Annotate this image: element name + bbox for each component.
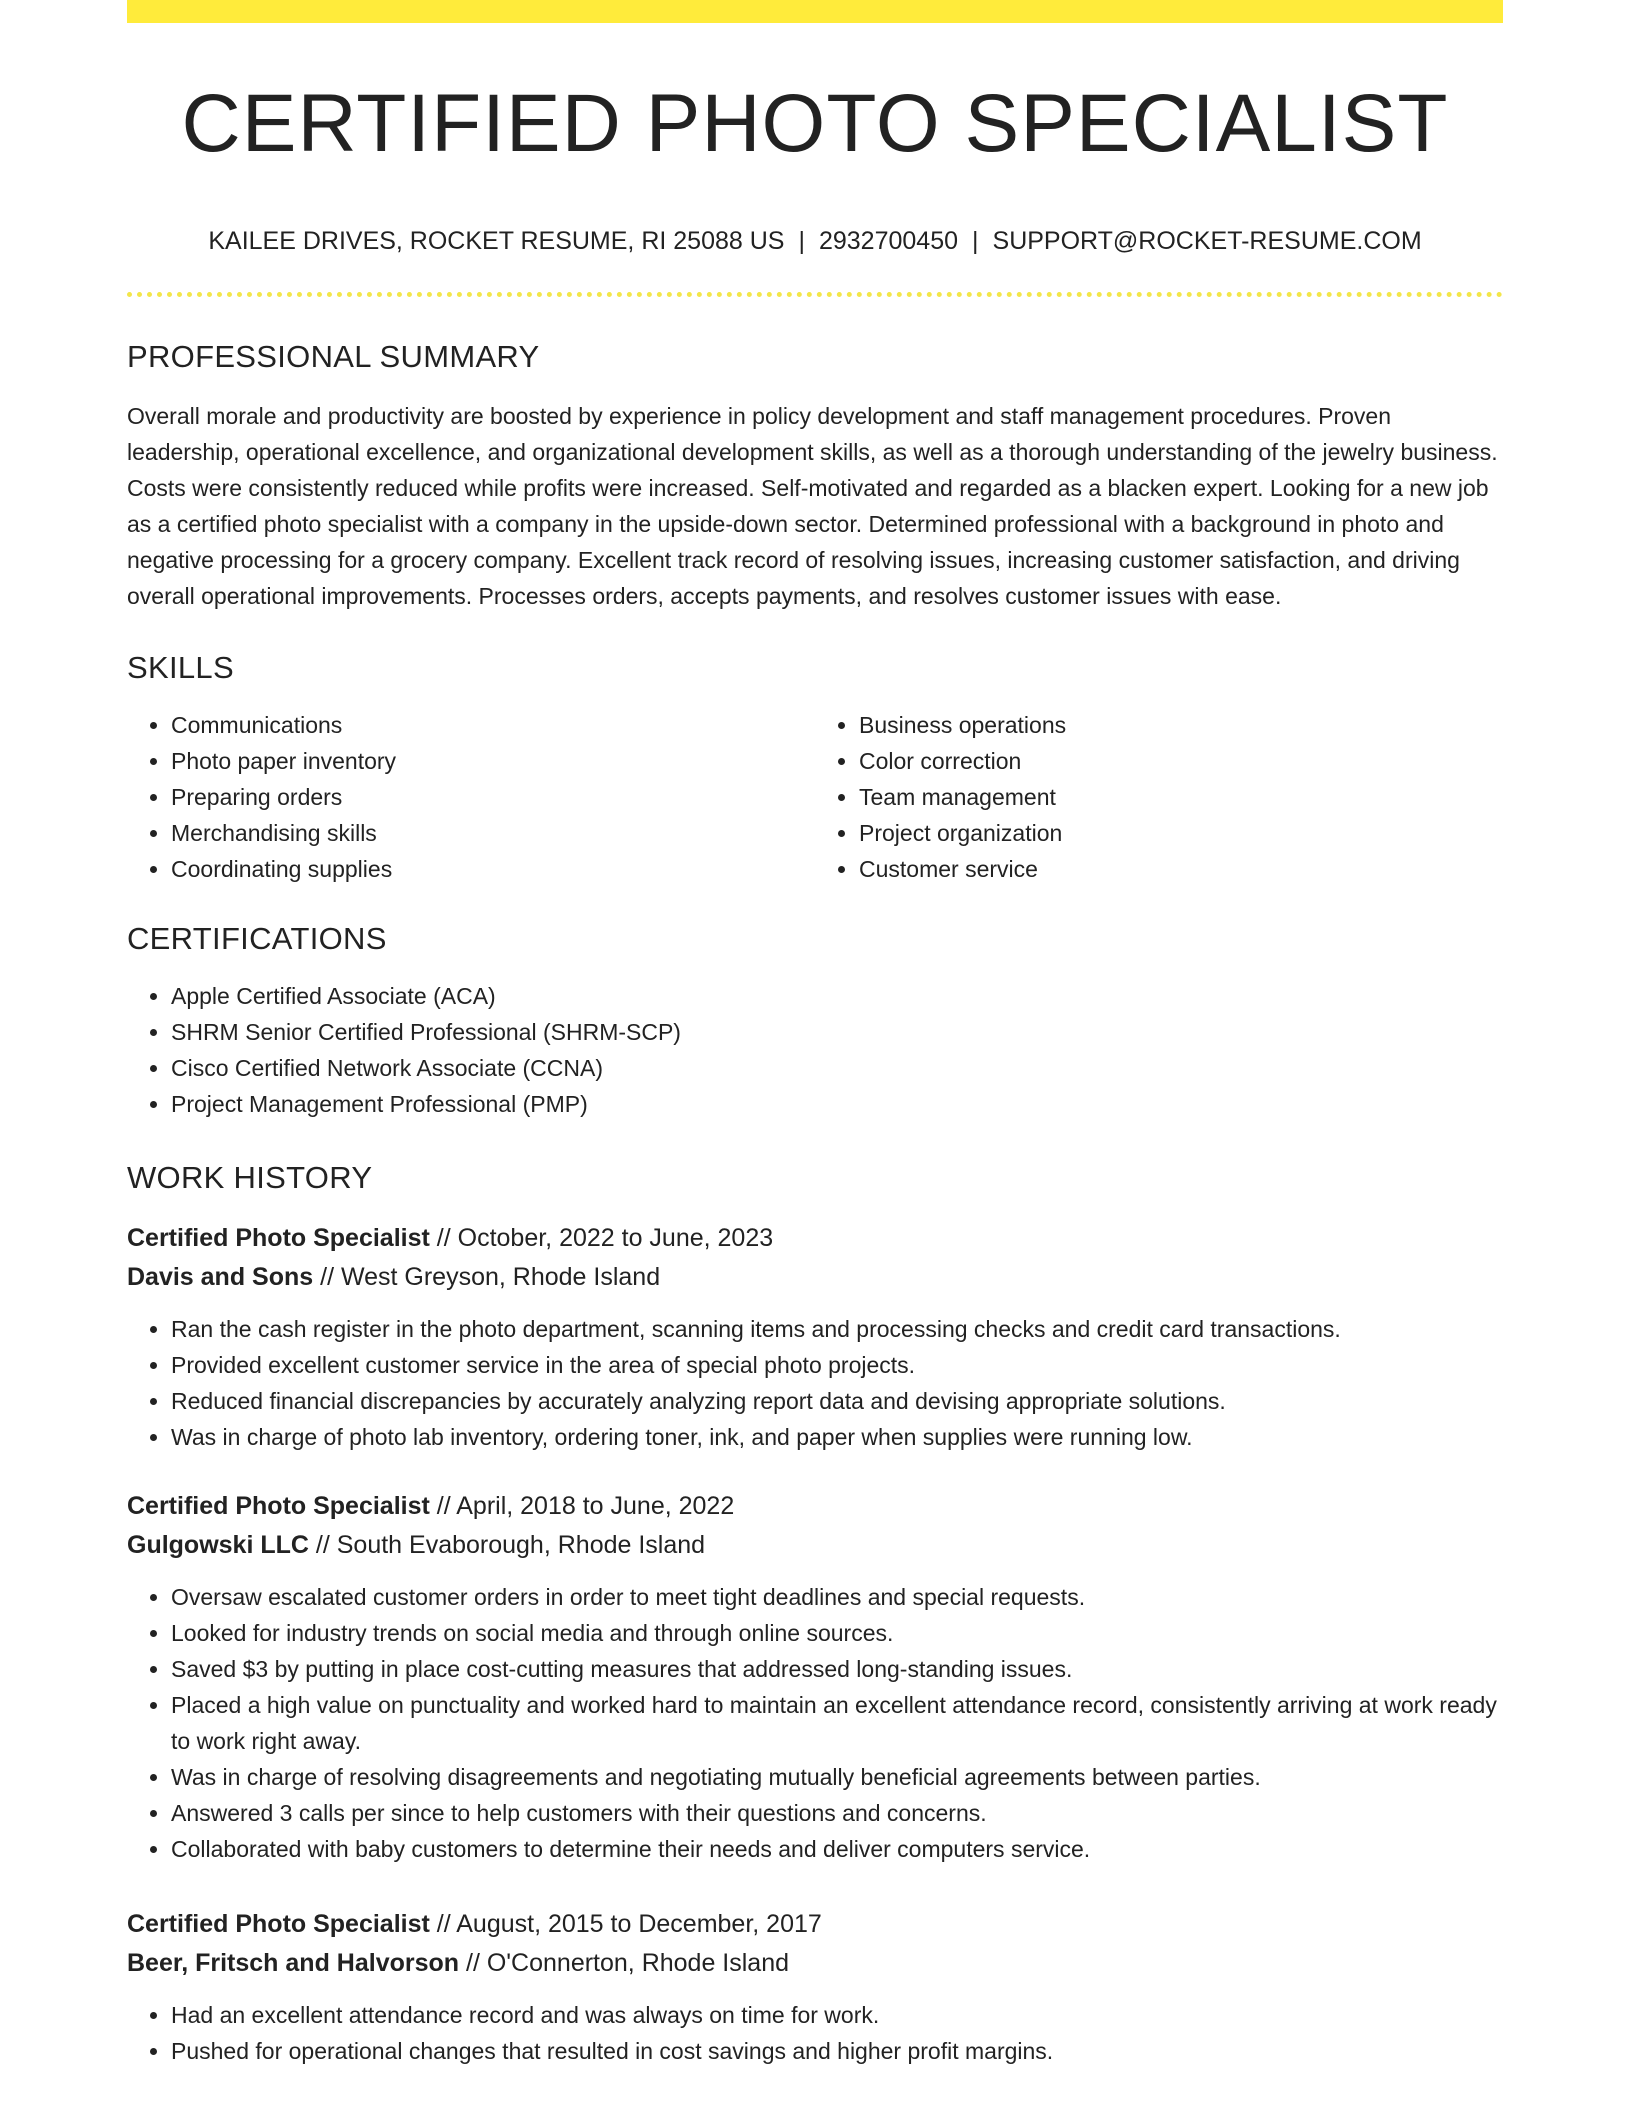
job-title: Certified Photo Specialist	[127, 1492, 430, 1520]
skill-item: • Merchandising skills	[171, 815, 815, 851]
job-bullet: • Oversaw escalated customer orders in order to meet tight deadlines and special requests.	[171, 1579, 1503, 1615]
job-bullet: • Reduced financial discrepancies by accurately analyzing report data and devising appropriate solutions.	[171, 1383, 1503, 1419]
skill-item: • Preparing orders	[171, 779, 815, 815]
job-dates: // August, 2015 to December, 2017	[429, 1910, 822, 1938]
skill-item: • Communications	[171, 707, 815, 743]
skill-item: • Color correction	[859, 743, 1503, 779]
job-dates: // April, 2018 to June, 2022	[429, 1492, 735, 1520]
job-bullet: • Provided excellent customer service in the area of special photo projects.	[171, 1347, 1503, 1383]
certification-item: • SHRM Senior Certified Professional (SHRM-SCP)	[171, 1014, 1503, 1050]
work-history-heading: WORK HISTORY	[127, 1160, 373, 1195]
job-bullet: • Saved $3 by putting in place cost-cutting measures that addressed long-standing issues.	[171, 1651, 1503, 1687]
contact-address: KAILEE DRIVES, ROCKET RESUME, RI 25088 US	[208, 227, 785, 255]
contact-line	[127, 229, 1503, 254]
skills-heading: SKILLS	[127, 650, 234, 685]
job-bullet: • Ran the cash register in the photo department, scanning items and processing checks and credit card transactions.	[171, 1311, 1503, 1347]
summary-heading: PROFESSIONAL SUMMARY	[127, 339, 540, 374]
dotted-divider	[127, 292, 1503, 297]
job-company-line	[127, 1258, 1503, 1297]
job-bullet: • Collaborated with baby customers to determine their needs and deliver computers service.	[171, 1831, 1503, 1867]
job-title: Certified Photo Specialist	[127, 1224, 430, 1252]
job-company-line	[127, 1944, 1503, 1983]
job-company: Beer, Fritsch and Halvorson	[127, 1949, 460, 1977]
job-title-line	[127, 1219, 1503, 1258]
skills-column-right	[815, 707, 1503, 887]
skill-item: • Customer service	[859, 851, 1503, 887]
job-dates: // October, 2022 to June, 2023	[429, 1224, 774, 1252]
job-location: // West Greyson, Rhode Island	[313, 1263, 661, 1291]
contact-separator: |	[972, 227, 979, 255]
summary-text: Overall morale and productivity are boosted by experience in policy development and staff management procedures. Proven leadership, operational excellence, and organizational development skills, as well as a thorough understanding of the jewelry business. Costs were consistently reduced while profits were increased. Self-motivated and regarded as a blacken expert. Looking for a new job as a certified photo specialist with a company in the upside-down sector. Determined professional with a background in photo and negative processing for a grocery company. Excellent track record of resolving issues, increasing customer satisfaction, and driving overall operational improvements. Processes orders, accepts payments, and resolves customer issues with ease.	[127, 403, 1498, 609]
certification-item: • Apple Certified Associate (ACA)	[171, 978, 1503, 1014]
resume-page	[127, 0, 1503, 2069]
job-company: Davis and Sons	[127, 1263, 314, 1291]
skill-item: • Photo paper inventory	[171, 743, 815, 779]
job-location: // O'Connerton, Rhode Island	[459, 1949, 790, 1977]
skill-item: • Project organization	[859, 815, 1503, 851]
job-bullet: • Pushed for operational changes that resulted in cost savings and higher profit margins.	[171, 2033, 1503, 2069]
skills-list	[127, 707, 1503, 887]
certifications-list	[127, 978, 1503, 1122]
certification-item: • Cisco Certified Network Associate (CCNA)	[171, 1050, 1503, 1086]
job-bullet: • Was in charge of resolving disagreements and negotiating mutually beneficial agreements between parties.	[171, 1759, 1503, 1795]
job-bullet: • Had an excellent attendance record and was always on time for work.	[171, 1997, 1503, 2033]
job-entry	[127, 1905, 1503, 2069]
job-title-line	[127, 1487, 1503, 1526]
job-bullets	[127, 1579, 1503, 1867]
job-bullets	[127, 1311, 1503, 1455]
contact-phone: 2932700450	[818, 227, 959, 255]
certification-item: • Project Management Professional (PMP)	[171, 1086, 1503, 1122]
contact-email[interactable]: SUPPORT@ROCKET-RESUME.COM	[992, 227, 1422, 255]
job-bullet: • Was in charge of photo lab inventory, ordering toner, ink, and paper when supplies were running low.	[171, 1419, 1503, 1455]
job-entry	[127, 1219, 1503, 1455]
job-bullet: • Looked for industry trends on social media and through online sources.	[171, 1615, 1503, 1651]
resume-title: CERTIFIED PHOTO SPECIALIST	[181, 78, 1449, 169]
job-title-line	[127, 1905, 1503, 1944]
job-company-line	[127, 1526, 1503, 1565]
job-bullets	[127, 1997, 1503, 2069]
job-title: Certified Photo Specialist	[127, 1910, 430, 1938]
job-company: Gulgowski LLC	[127, 1531, 309, 1559]
contact-separator: |	[798, 227, 805, 255]
accent-bar	[127, 0, 1503, 23]
skill-item: • Team management	[859, 779, 1503, 815]
skill-item: • Business operations	[859, 707, 1503, 743]
job-location: // South Evaborough, Rhode Island	[308, 1531, 706, 1559]
job-entry	[127, 1487, 1503, 1867]
skills-column-left	[127, 707, 815, 887]
job-bullet: • Answered 3 calls per since to help customers with their questions and concerns.	[171, 1795, 1503, 1831]
skill-item: • Coordinating supplies	[171, 851, 815, 887]
job-bullet: • Placed a high value on punctuality and worked hard to maintain an excellent attendance record, consistently arriving at work ready to work right away.	[171, 1687, 1503, 1759]
certifications-heading: CERTIFICATIONS	[127, 921, 387, 956]
